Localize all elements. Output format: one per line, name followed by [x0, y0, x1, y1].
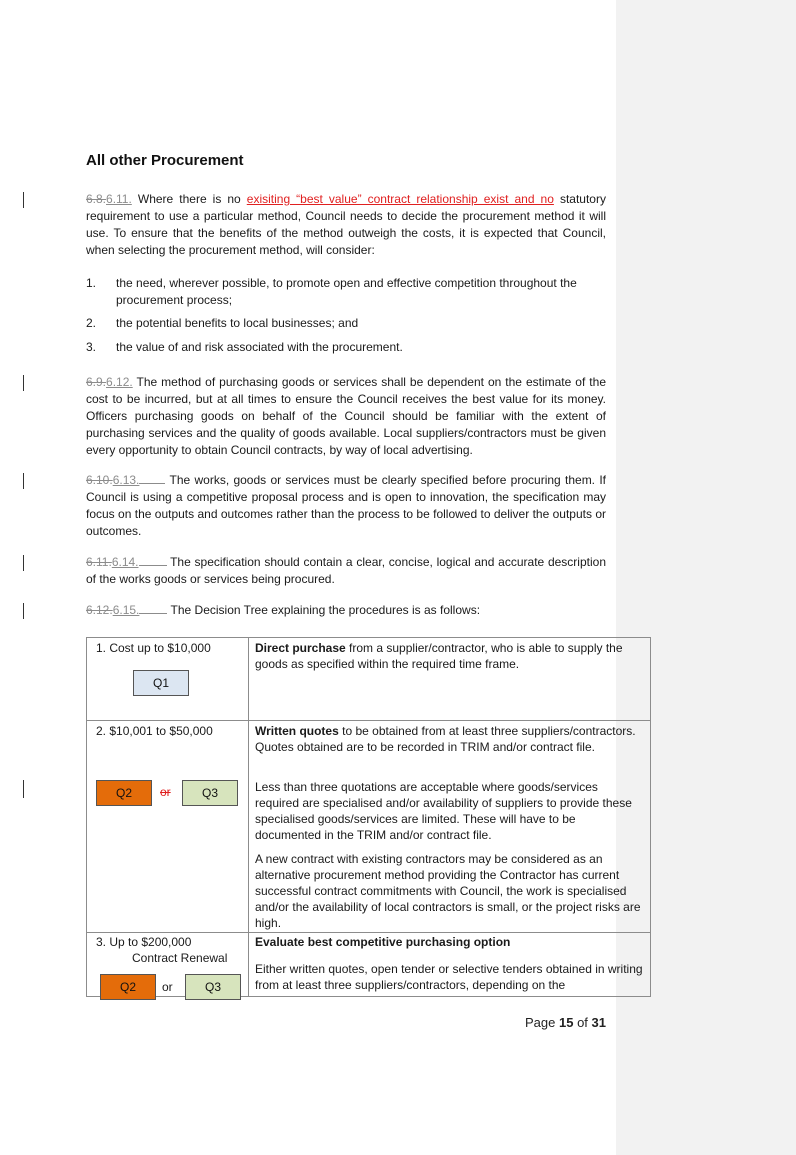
old-number: 6.9.	[86, 375, 107, 389]
current-page: 15	[558, 1015, 574, 1030]
change-bar	[23, 375, 24, 391]
q3-box: Q3	[185, 974, 241, 1000]
row3-text: Either written quotes, open tender or selective tenders obtained in writing from at least three suppliers/contractors, depending on the	[255, 962, 643, 992]
paragraph-6-14	[86, 554, 606, 588]
row2-paragraph-3: A new contract with existing contractors may be considered as an alternative procurement method providing the Contractor has current successful contract commitments with Council, the work is specialised and/or the availability of local contractors is small, or the project risks are high.	[255, 852, 641, 930]
list-item	[86, 275, 606, 309]
row3-bold: Evaluate best competitive purchasing option	[255, 935, 511, 949]
list-number: 2.	[86, 316, 97, 330]
paragraph-6-15	[86, 602, 606, 619]
list-item	[86, 315, 606, 332]
list-number: 3.	[86, 340, 97, 354]
list-text: the need, wherever possible, to promote open and effective competition throughout the procurement process;	[116, 276, 577, 307]
row3-title	[255, 934, 643, 950]
paragraph-6-11	[86, 191, 606, 259]
row3-label-2: Contract Renewal	[132, 951, 228, 965]
list-text: the value of and risk associated with the procurement.	[116, 340, 403, 354]
paragraph-6-13	[86, 472, 606, 540]
old-number: 6.12.	[86, 603, 113, 617]
para-text: statutory requirement to use a particular method, Council needs to decide the procurement method it will use. To ensure that the benefits of the method outweigh the costs, it is expected that Council, when selecting the procurement method, will consider:	[86, 192, 606, 257]
para-text: The method of purchasing goods or services shall be dependent on the estimate of the cost to be incurred, but at all times to ensure the Council receives the best value for its money. Officers purchasing goods on behalf of the Council should be familiar with the extent of purchasing services and the quality of goods available. Local suppliers/contractors must be given every opportunity to obtain Council contracts, by way of local advertising.	[86, 375, 606, 457]
row2-bold: Written quotes	[255, 724, 339, 738]
change-bar	[23, 555, 24, 571]
list-number: 1.	[86, 276, 97, 290]
row2-description	[255, 723, 643, 755]
change-bar	[23, 603, 24, 619]
page-prefix: Page	[525, 1015, 559, 1030]
list-text: the potential benefits to local businesses; and	[116, 316, 359, 330]
old-number: 6.8.	[86, 192, 107, 206]
new-number: 6.11.	[106, 192, 132, 206]
row2-text: to be obtained from at least three suppliers/contractors. Quotes obtained are to be recorded in TRIM and/or contract file.	[255, 724, 636, 754]
row1-bold: Direct purchase	[255, 641, 346, 655]
para-text: The works, goods or services must be clearly specified before procuring them. If Council is using a competitive proposal process and is open to innovation, the specification may focus on the outputs and outcomes rather than the process to be followed to deliver the outputs or outcomes.	[86, 473, 606, 538]
paragraph-6-12	[86, 374, 606, 459]
para-lead: Where there is no	[137, 192, 241, 206]
change-bar	[23, 780, 24, 798]
new-number: 6.15.	[112, 603, 140, 617]
row1-description	[255, 640, 643, 672]
old-number: 6.10.	[86, 473, 113, 487]
row2-label: 2. $10,001 to $50,000	[96, 724, 213, 738]
deleted-or: or	[160, 785, 171, 799]
change-bar	[23, 473, 24, 489]
total-pages: 31	[591, 1015, 606, 1030]
new-number: 6.12.	[106, 375, 133, 389]
row3-label: 3. Up to $200,000	[96, 935, 192, 949]
list-item	[86, 339, 606, 356]
row1-label: 1. Cost up to $10,000	[96, 641, 211, 655]
or-text: or	[162, 980, 173, 994]
row1-text: from a supplier/contractor, who is able to supply the goods as specified within the required time frame.	[255, 641, 623, 671]
q2-box: Q2	[96, 780, 152, 806]
para-text: The Decision Tree explaining the procedures is as follows:	[170, 603, 481, 617]
page-of: of	[573, 1015, 592, 1030]
decision-tree-table	[86, 637, 651, 997]
old-number: 6.11.	[86, 555, 112, 569]
section-heading: All other Procurement	[86, 152, 244, 169]
q2-box: Q2	[100, 974, 156, 1000]
row2-paragraph-2: Less than three quotations are acceptable where goods/services required are specialised and/or availability of suppliers to provide these specialised goods/services are limited. These will have to be documented in the TRIM and/or contract file.	[255, 780, 632, 842]
page-number	[525, 1015, 606, 1030]
change-bar	[23, 192, 24, 208]
para-text: The specification should contain a clear, concise, logical and accurate description of the works goods or services being procured.	[86, 555, 606, 586]
new-number: 6.13.	[112, 473, 140, 487]
inserted-text: exisiting “best value” contract relationship exist and no	[246, 192, 554, 206]
q1-box: Q1	[133, 670, 189, 696]
new-number: 6.14.	[111, 555, 139, 569]
q3-box: Q3	[182, 780, 238, 806]
